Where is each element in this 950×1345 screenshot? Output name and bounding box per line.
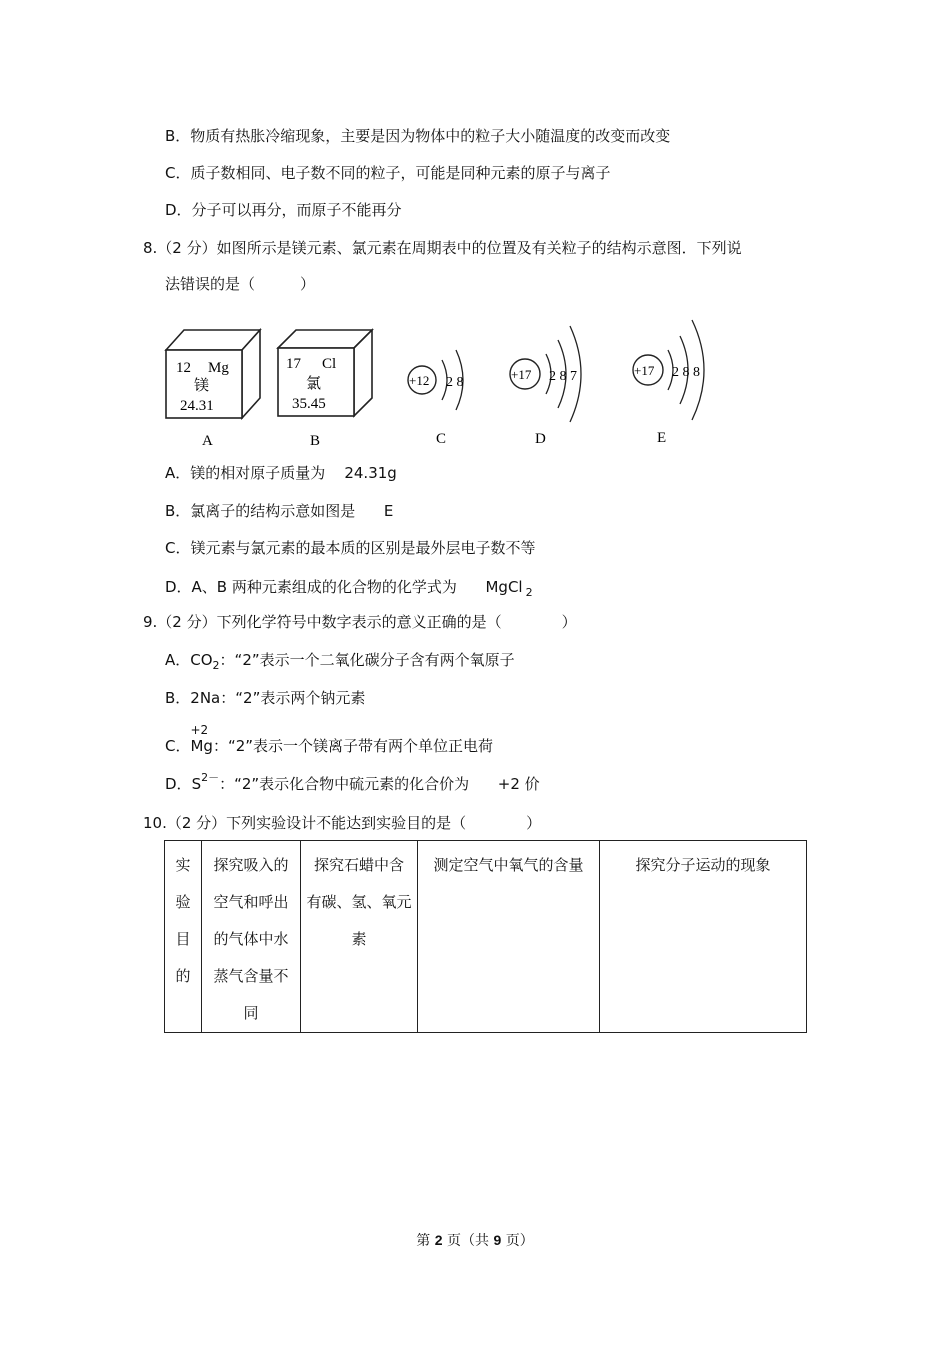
q9-stem: 9.（2 分）下列化学符号中数字表示的意义正确的是（ ） [143, 613, 577, 631]
element-box-mg [166, 330, 260, 449]
c-shells: 2 8 [446, 375, 464, 390]
mg-symbol: Mg [208, 360, 229, 376]
mg-atomic-number: 12 [176, 360, 191, 376]
mg-mass: 24.31 [180, 398, 214, 414]
table-header-cell: 实 验 目 的 [165, 841, 202, 1033]
q8-figure [160, 310, 730, 460]
table-cell-molecule-motion: 探究分子运动的现象 [600, 841, 807, 1033]
q9-option-b: B．2Na：“2”表示两个钠元素 [165, 689, 366, 707]
atom-diagram-e [633, 320, 704, 446]
q8-option-b: B．氯离子的结构示意如图是 E [165, 502, 394, 520]
label-e: E [657, 430, 667, 446]
q9-option-d: D．$S^{2-}$：“2”表示化合物中硫元素的化合价为 +2 价 [165, 771, 540, 793]
cl-atomic-number: 17 [286, 356, 301, 372]
page-footer: 第 2 页（共 9 页） [416, 1232, 534, 1249]
q7-option-b: B．物质有热胀冷缩现象，主要是因为物体中的粒子大小随温度的改变而改变 [165, 127, 671, 145]
q8-option-c: C．镁元素与氯元素的最本质的区别是最外层电子数不等 [165, 539, 536, 557]
c-nucleus: +12 [409, 373, 430, 388]
atom-diagram-d [510, 326, 581, 447]
d-nucleus: +17 [511, 367, 532, 382]
label-b: B [310, 433, 321, 449]
element-box-cl [278, 330, 372, 449]
q8-option-a: A．镁的相对原子质量为 24.31g [165, 464, 397, 482]
q8-stem-line2: 法错误的是（ ） [165, 275, 316, 293]
table-cell-oxygen: 测定空气中氧气的含量 [418, 841, 600, 1033]
label-d: D [535, 431, 546, 447]
e-shells: 2 8 8 [672, 365, 700, 380]
table-cell-paraffin: 探究石蜡中含 有碳、氢、氧元 素 [301, 841, 418, 1033]
table-cell-water-vapor: 探究吸入的 空气和呼出 的气体中水 蒸气含量不 同 [202, 841, 301, 1033]
cl-name: 氯 [306, 376, 322, 392]
atom-diagram-c [408, 350, 464, 447]
q7-option-c: C．质子数相同、电子数不同的粒子，可能是同种元素的原子与离子 [165, 164, 611, 182]
q8-option-d: D．A、B 两种元素组成的化合物的化学式为 MgCl $_2$ [165, 578, 533, 599]
label-a: A [202, 433, 213, 449]
cl-mass: 35.45 [292, 396, 326, 412]
q10-table [164, 840, 807, 1033]
q8-stem-line1: 8.（2 分）如图所示是镁元素、氯元素在周期表中的位置及有关粒子的结构示意图．下列说 [143, 239, 742, 257]
q9-option-a: A．$CO_2$：“2”表示一个二氧化碳分子含有两个氧原子 [165, 651, 515, 672]
q7-option-d: D．分子可以再分，而原子不能再分 [165, 201, 402, 219]
mg-name: 镁 [194, 378, 210, 394]
label-c: C [436, 431, 447, 447]
q10-stem: 10.（2 分）下列实验设计不能达到实验目的是（ ） [143, 814, 542, 832]
cl-symbol: Cl [322, 356, 337, 372]
e-nucleus: +17 [634, 363, 655, 378]
q9-option-c: C． +2 Mg：“2”表示一个镁离子带有两个单位正电荷 [165, 723, 494, 755]
d-shells: 2 8 7 [549, 369, 577, 384]
